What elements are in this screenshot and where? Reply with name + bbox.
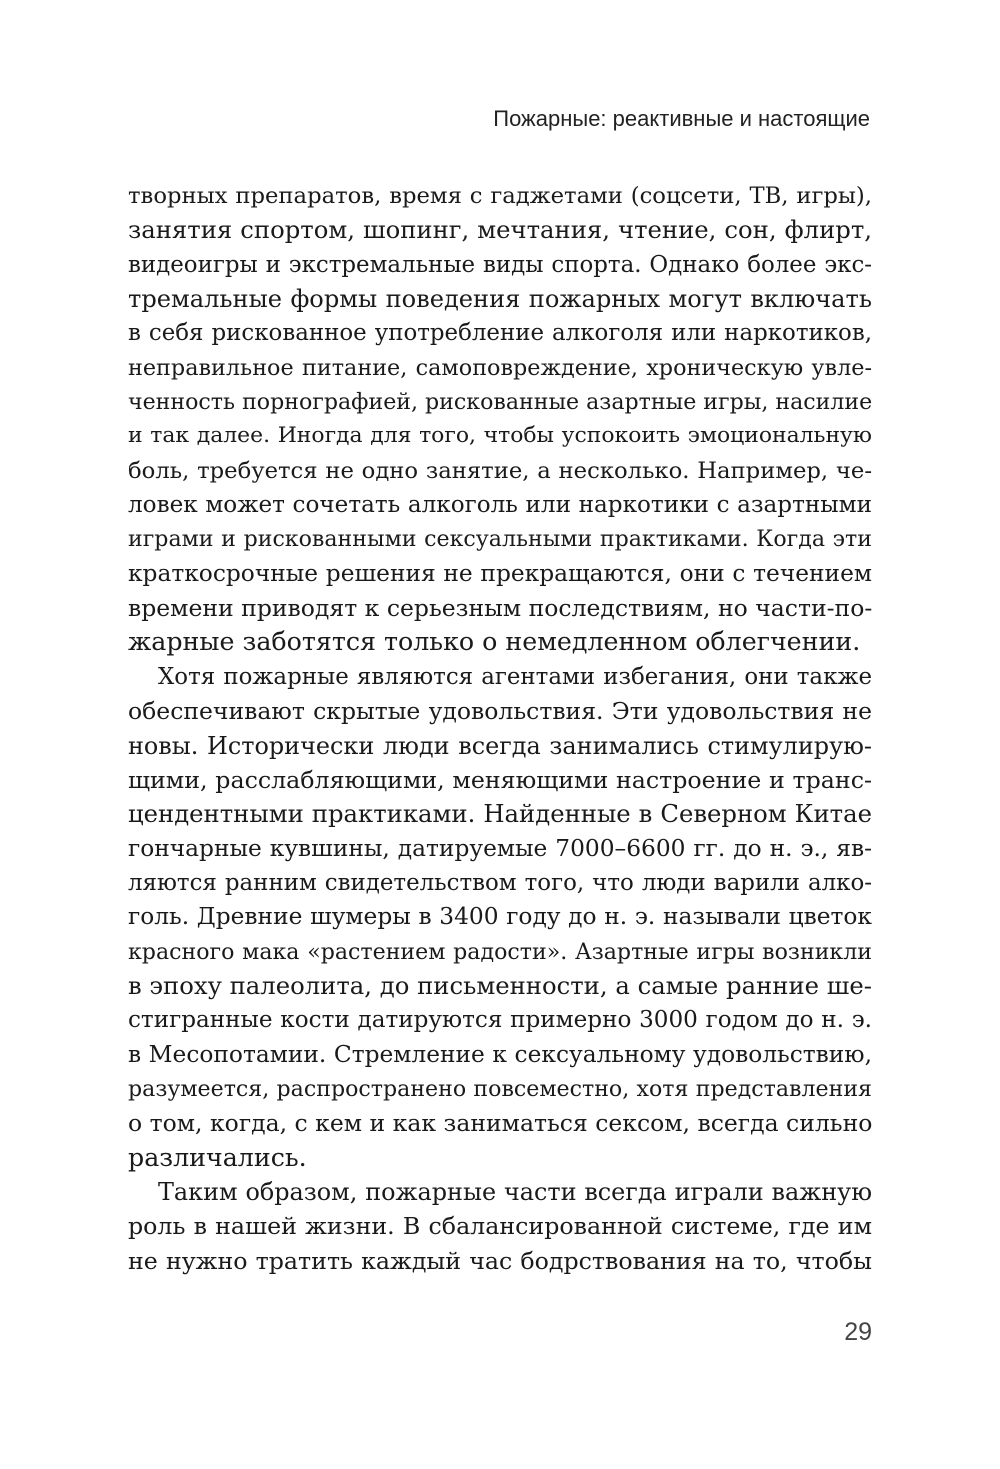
text-line: в эпоху палеолита, до письменности, а самые ранние ше-: [128, 970, 872, 1000]
text-line: в себя рискованное употребление алкоголя или наркотиков,: [128, 320, 872, 347]
text-line: Хотя пожарные являются агентами избегания, они также: [158, 663, 872, 690]
text-line: играми и рискованными сексуальными практиками. Когда эти: [128, 526, 872, 553]
text-line: роль в нашей жизни. В сбалансированной системе, где им: [128, 1212, 872, 1241]
text-line: тремальные формы поведения пожарных могут включать: [128, 285, 872, 314]
text-line: творных препаратов, время с гаджетами (соцсети, ТВ, игры),: [128, 183, 872, 209]
text-line: различались.: [128, 1142, 307, 1172]
text-line: голь. Древние шумеры в 3400 году до н. э. называли цветок: [128, 903, 872, 931]
text-line: Таким образом, пожарные части всегда играли важную: [158, 1177, 872, 1206]
text-line: разумеется, распространено повсеместно, хотя представления: [128, 1075, 872, 1102]
body-text: [128, 179, 872, 1278]
text-line: ловек может сочетать алкоголь или наркотики с азартными: [128, 492, 872, 519]
text-line: цендентными практиками. Найденные в Северном Китае: [128, 799, 872, 829]
text-line: новы. Исторически люди всегда занимались стимулирую-: [128, 731, 872, 760]
text-line: краткосрочные решения не прекращаются, они с течением: [128, 559, 872, 587]
text-line: занятия спортом, шопинг, мечтания, чтение, сон, флирт,: [128, 215, 872, 245]
text-line: не нужно тратить каждый час бодрствования на то, чтобы: [128, 1246, 872, 1275]
text-line: видеоигры и экстремальные виды спорта. Однако более экс-: [128, 251, 872, 278]
paragraph: [128, 179, 872, 660]
text-line: обеспечивают скрытые удовольствия. Эти удовольствия не: [128, 697, 872, 726]
text-line: жарные заботятся только о немедленном облегчении.: [128, 627, 861, 657]
text-line: щими, расслабляющими, меняющими настроение и транс-: [128, 765, 872, 794]
text-line: красного мака «растением радости». Азартные игры возникли: [128, 938, 872, 965]
text-line: боль, требуется не одно занятие, а несколько. Например, че-: [128, 457, 872, 484]
text-line: о том, когда, с кем и как заниматься сексом, всегда сильно: [128, 1109, 873, 1138]
text-line: стигранные кости датируются примерно 3000 годом до н. э.: [128, 1007, 872, 1034]
paragraph: [128, 1175, 872, 1278]
text-line: ченность порнографией, рискованные азартные игры, насилие: [128, 389, 873, 416]
text-line: в Месопотамии. Стремление к сексуальному удовольствию,: [128, 1040, 872, 1068]
page-number: 29: [844, 1318, 872, 1346]
text-line: гончарные кувшины, датируемые 7000–6600 гг. до н. э., яв-: [128, 834, 872, 862]
running-head: Пожарные: реактивные и настоящие: [493, 106, 870, 131]
text-line: времени приводят к серьезным последствиям, но части-по-: [128, 594, 873, 623]
text-line: и так далее. Иногда для того, чтобы успокоить эмоциональную: [128, 423, 872, 449]
paragraph: [128, 660, 872, 1175]
text-line: неправильное питание, самоповреждение, хроническую увле-: [128, 354, 872, 381]
text-line: ляются ранним свидетельством того, что люди варили алко-: [128, 869, 872, 896]
